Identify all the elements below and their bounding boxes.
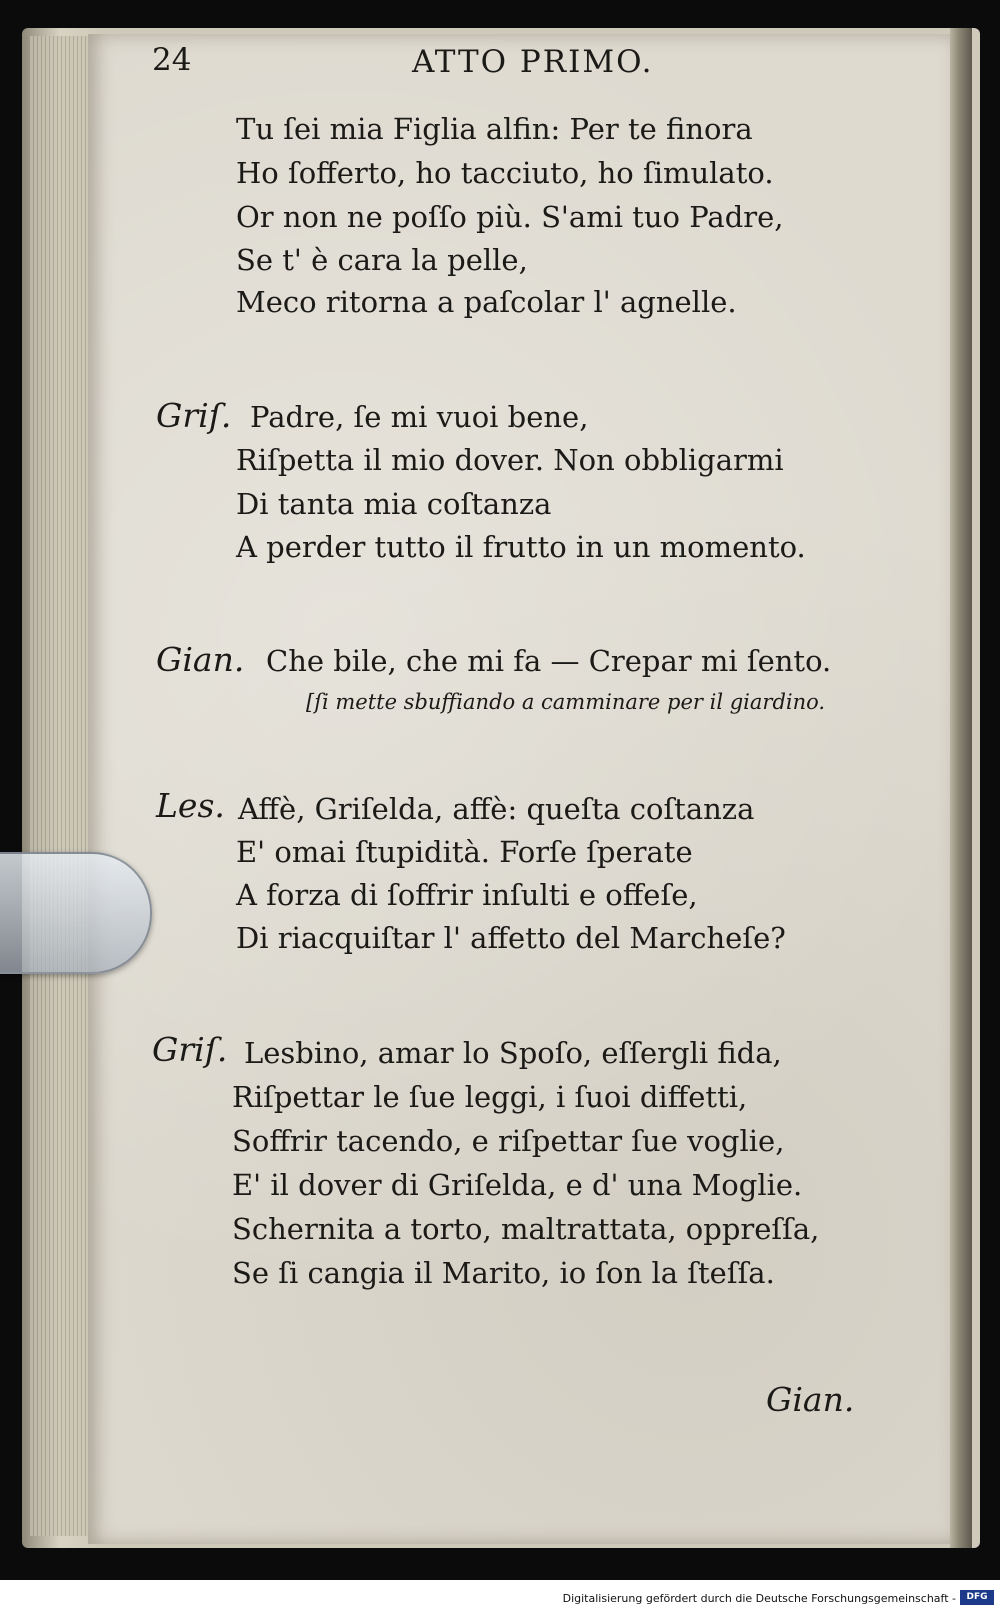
verse-line: Schernita a torto, maltrattata, oppreſſa, [232, 1212, 820, 1246]
verse-line: Riſpettar le ſue leggi, i ſuoi diffetti, [232, 1080, 748, 1114]
speaker-label: Les. [156, 786, 225, 825]
verse-line: Di tanta mia coſtanza [236, 487, 552, 521]
catchword: Gian. [766, 1380, 855, 1419]
verse-line: Or non ne poſſo più. S'ami tuo Padre, [236, 200, 784, 234]
verse-line: A forza di ſoffrir inſulti e offeſe, [236, 878, 698, 912]
digitization-credit: Digitalisierung gefördert durch die Deutsche Forschungsgemeinschaft - [562, 1592, 956, 1605]
verse-line: Lesbino, amar lo Spoſo, eſſergli fida, [244, 1036, 782, 1070]
verse-line: Ho ſofferto, ho tacciuto, ho ſimulato. [236, 156, 774, 190]
verse-line: Meco ritorna a paſcolar l' agnelle. [236, 285, 737, 319]
verse-line: Riſpetta il mio dover. Non obbligarmi [236, 443, 784, 477]
verse-line: Padre, ſe mi vuoi bene, [250, 400, 589, 434]
verse-line: Soffrir tacendo, e riſpettar ſue voglie, [232, 1124, 785, 1158]
page-leaf-edges [30, 36, 90, 1536]
page-right-edge [950, 28, 972, 1548]
stage-direction: [ſi mette sbuffiando a camminare per il giardino. [306, 690, 826, 714]
verse-line: Che bile, che mi fa — Crepar mi ſento. [266, 644, 832, 678]
verse-line: Tu ſei mia Figlia alfin: Per te finora [236, 112, 753, 146]
speaker-label: Griſ. [152, 1030, 228, 1069]
verse-line: E' omai ſtupidità. Forſe ſperate [236, 835, 693, 869]
dfg-logo: DFG [960, 1590, 994, 1605]
verse-line: Se t' è cara la pelle, [236, 243, 528, 277]
page-holder-clip [0, 852, 152, 974]
verse-line: Affè, Griſelda, affè: queſta coſtanza [238, 792, 755, 826]
verse-line: E' il dover di Griſelda, e d' una Moglie. [232, 1168, 803, 1202]
page-number: 24 [152, 42, 192, 78]
running-head: ATTO PRIMO. [412, 44, 654, 80]
verse-line: A perder tutto il frutto in un momento. [236, 530, 806, 564]
speaker-label: Griſ. [156, 396, 232, 435]
verse-line: Se ſi cangia il Marito, io ſon la ſteſſa. [232, 1256, 775, 1290]
speaker-label: Gian. [156, 640, 245, 679]
verse-line: Di riacquiſtar l' affetto del Marcheſe? [236, 921, 786, 955]
